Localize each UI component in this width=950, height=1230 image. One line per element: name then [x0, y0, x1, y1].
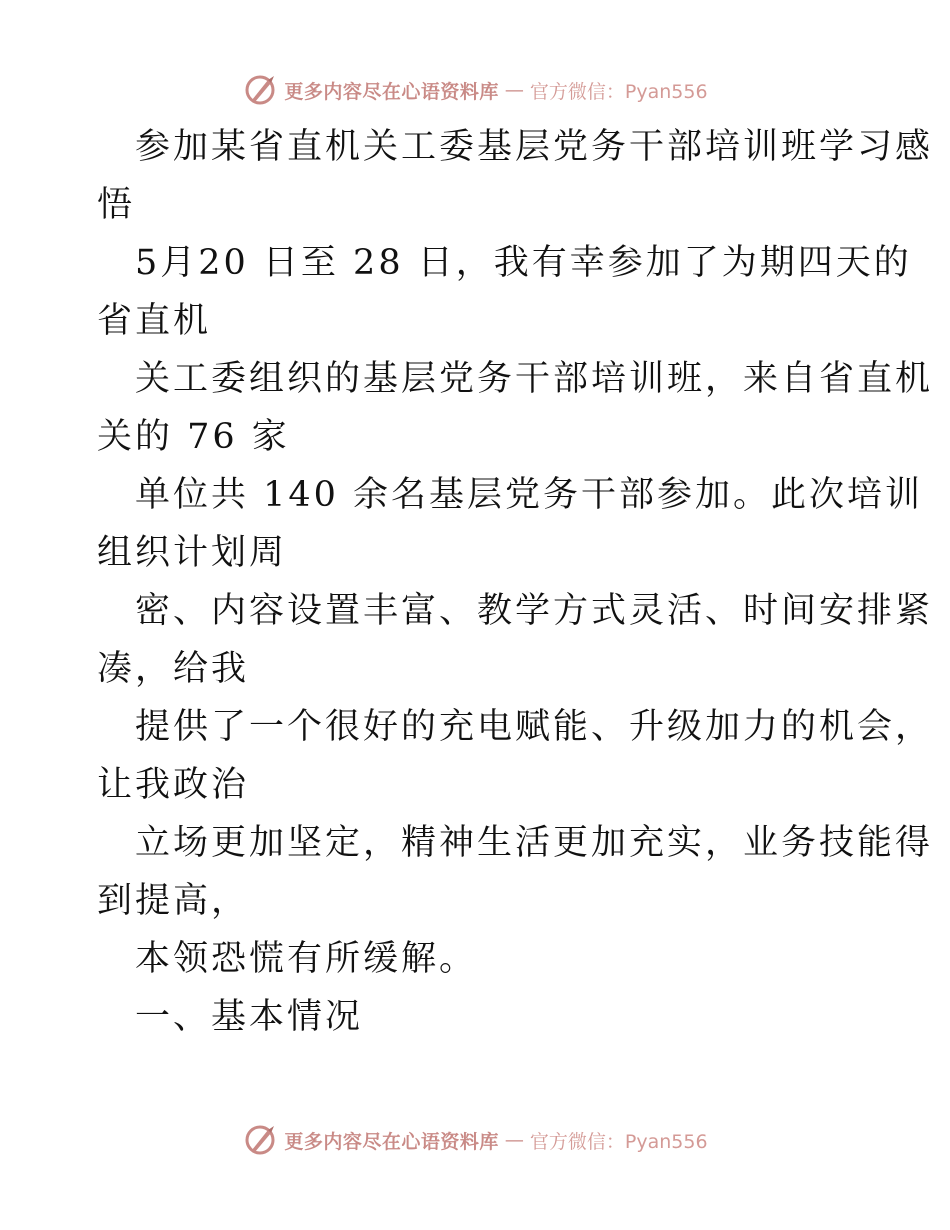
text-line: 组织计划周 — [97, 533, 288, 573]
text-line: 让我政治 — [97, 765, 250, 805]
text-line: 立场更加坚定，精神生活更加充实，业务技能得 — [135, 823, 934, 863]
watermark-wechat-text: 官方微信：Pyan556 — [529, 80, 708, 103]
text-line: 5月20 日至 28 日，我有幸参加了为期四天的 — [135, 243, 912, 283]
watermark-main-text: 更多内容尽在心语资料库 — [284, 80, 499, 103]
text-line: 单位共 140 余名基层党务干部参加。此次培训 — [135, 475, 924, 515]
text-line: 关工委组织的基层党务干部培训班，来自省直机 — [135, 359, 934, 399]
watermark-main-text: 更多内容尽在心语资料库 — [284, 1130, 499, 1153]
text-line: 提供了一个很好的充电赋能、升级加力的机会， — [135, 707, 934, 747]
document-body — [97, 118, 934, 1046]
watermark-wechat-text: 官方微信：Pyan556 — [529, 1130, 708, 1153]
text-line: 本领恐慌有所缓解。 — [135, 939, 478, 979]
text-line: 省直机 — [97, 301, 212, 341]
text-line: 悟 — [97, 185, 136, 225]
text-line: 密、内容设置丰富、教学方式灵活、时间安排紧 — [135, 591, 934, 631]
watermark-dash: — — [504, 1129, 524, 1151]
watermark-dash: — — [504, 79, 524, 101]
text-line: 关的 76 家 — [97, 417, 290, 457]
text-line: 参加某省直机关工委基层党务干部培训班学习感 — [135, 127, 934, 167]
footer-watermark — [0, 1120, 950, 1160]
text-line: 到提高， — [97, 881, 250, 921]
quill-logo-icon — [242, 72, 278, 108]
quill-logo-icon — [242, 1122, 278, 1158]
header-watermark — [0, 70, 950, 110]
section-heading: 一、基本情况 — [135, 997, 364, 1037]
text-line: 凑，给我 — [97, 649, 250, 689]
